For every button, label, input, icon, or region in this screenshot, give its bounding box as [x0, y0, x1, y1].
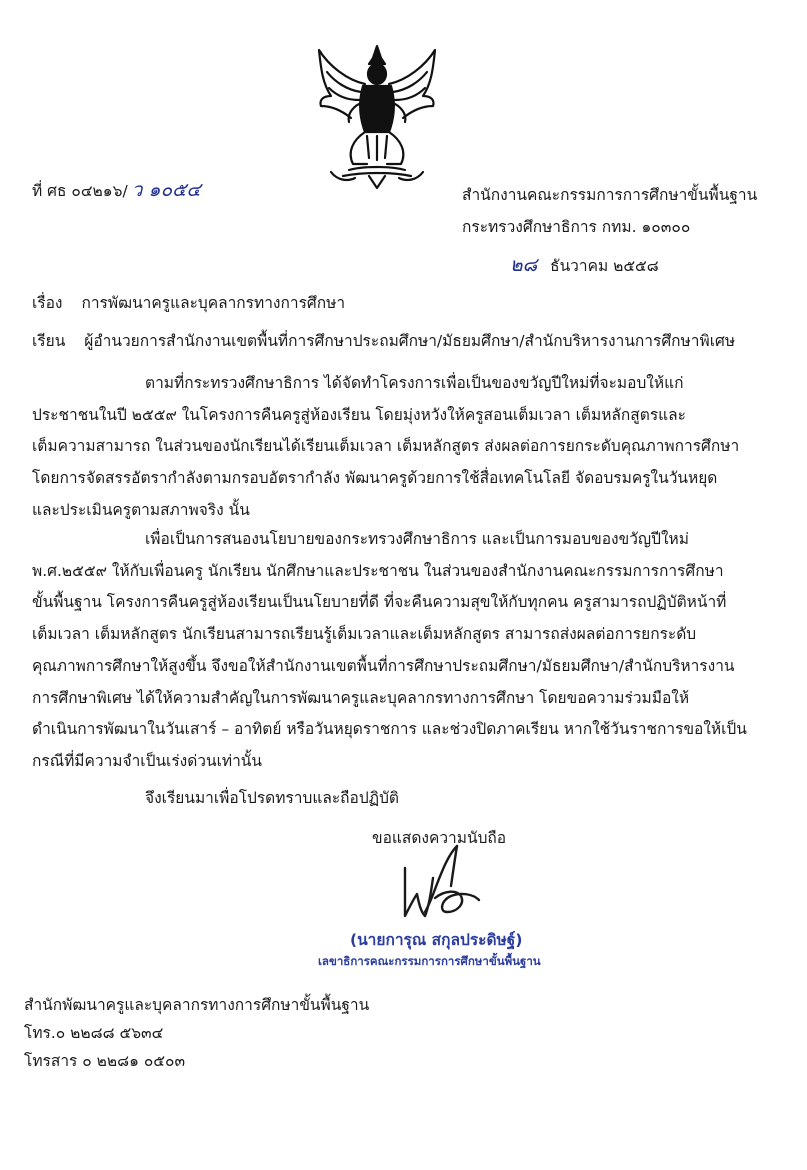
- paragraph-line: เต็มความสามารถ ในส่วนของนักเรียนได้เรียนเต็มเวลา เต็มหลักสูตร ส่งผลต่อการยกระดับคุณภาพการศึกษา: [32, 437, 740, 456]
- agency-name: สำนักงานคณะกรรมการการศึกษาขั้นพื้นฐาน: [462, 186, 758, 204]
- date-month-year: ธันวาคม ๒๕๕๘: [550, 257, 659, 275]
- paragraph-line: ประชาชนในปี ๒๕๕๙ ในโครงการคืนครูสู่ห้องเรียน โดยมุ่งหวังให้ครูสอนเต็มเวลา เต็มหลักสูตรและ: [32, 405, 686, 424]
- paragraph-line: ขั้นพื้นฐาน โครงการคืนครูสู่ห้องเรียนเป็นนโยบายที่ดี ที่จะคืนความสุขให้กับทุกคน ครูสามารถปฏิบัติหน้าที่: [32, 593, 727, 612]
- addressee-line: [32, 331, 735, 351]
- signer-position: เลขาธิการคณะกรรมการการศึกษาขั้นพื้นฐาน: [318, 954, 541, 968]
- paragraph-line: เต็มเวลา เต็มหลักสูตร นักเรียนสามารถเรียนรู้เต็มเวลาและเต็มหลักสูตร สามารถส่งผลต่อการยกระดับ: [32, 625, 697, 644]
- paragraph-line: เพื่อเป็นการสนองนโยบายของกระทรวงศึกษาธิการ และเป็นการมอบของขวัญปีใหม่: [145, 530, 689, 548]
- paragraph-line: พ.ศ.๒๕๕๙ ให้กับเพื่อนครู นักเรียน นักศึกษาและประชาชน ในส่วนของสำนักงานคณะกรรมการการศึกษา: [32, 561, 724, 580]
- closing-regards: ขอแสดงความนับถือ: [372, 829, 507, 847]
- paragraph-line: คุณภาพการศึกษาให้สูงขึ้น จึงขอให้สำนักงานเขตพื้นที่การศึกษาประถมศึกษา/มัธยมศึกษา/สำนักบริหารงาน: [32, 656, 735, 675]
- signer-name: (นายการุณ สกุลประดิษฐ์): [350, 931, 523, 949]
- contact-office: สำนักพัฒนาครูและบุคลากรทางการศึกษาขั้นพื้นฐาน: [24, 996, 370, 1014]
- garuda-emblem-icon: [307, 40, 447, 190]
- agency-address: กระทรวงศึกษาธิการ กทม. ๑๐๓๐๐: [462, 218, 691, 236]
- date-day-handwritten: ๒๘: [510, 254, 538, 276]
- signature-mark: [395, 838, 485, 928]
- reference-number-printed: ที่ ศธ ๐๔๒๑๖/: [32, 182, 128, 200]
- paragraph-line: ตามที่กระทรวงศึกษาธิการ ได้จัดทำโครงการเพื่อเป็นของขวัญปีใหม่ที่จะมอบให้แก่: [145, 374, 684, 392]
- paragraph-line: การศึกษาพิเศษ ได้ให้ความสำคัญในการพัฒนาครูและบุคลากรทางการศึกษา โดยขอความร่วมมือให้: [32, 688, 690, 707]
- subject-label: เรื่อง: [32, 294, 63, 312]
- contact-phone: โทร.๐ ๒๒๘๘ ๕๖๓๔: [24, 1024, 164, 1042]
- body-paragraph-2: [32, 524, 777, 778]
- reference-number: [32, 180, 201, 201]
- paragraph-line: กรณีที่มีความจำเป็นเร่งด่วนเท่านั้น: [32, 751, 263, 770]
- contact-fax: โทรสาร ๐ ๒๒๘๑ ๐๕๐๓: [24, 1052, 186, 1070]
- paragraph-line: โดยการจัดสรรอัตรากำลังตามกรอบอัตรากำลัง พัฒนาครูด้วยการใช้สื่อเทคโนโลยี จัดอบรมครูในวันหยุด: [32, 469, 718, 488]
- body-paragraph-1: [32, 368, 777, 527]
- paragraph-line: ดำเนินการพัฒนาในวันเสาร์ – อาทิตย์ หรือวันหยุดราชการ และช่วงปิดภาคเรียน หากใช้วันราชการขอให้เป็น: [32, 720, 747, 739]
- reference-number-handwritten: ว ๑๐๕๔: [131, 179, 201, 201]
- letter-date: [510, 255, 659, 276]
- addressee-label: เรียน: [32, 332, 66, 350]
- subject-text: การพัฒนาครูและบุคลากรทางการศึกษา: [81, 294, 346, 312]
- closing-request: จึงเรียนมาเพื่อโปรดทราบและถือปฏิบัติ: [145, 789, 399, 807]
- subject-line: [32, 293, 345, 313]
- paragraph-line: และประเมินครูตามสภาพจริง นั้น: [32, 500, 250, 519]
- addressee-text: ผู้อำนวยการสำนักงานเขตพื้นที่การศึกษาประถมศึกษา/มัธยมศึกษา/สำนักบริหารงานการศึกษาพิเศษ: [84, 332, 736, 350]
